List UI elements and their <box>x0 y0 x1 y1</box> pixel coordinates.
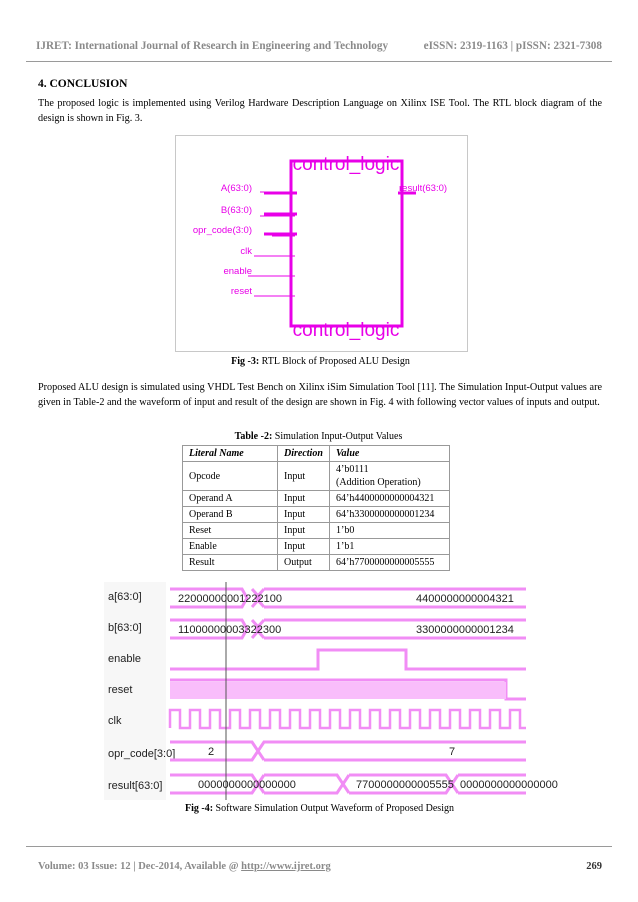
b-value-2: 3300000000001234 <box>416 624 514 636</box>
cell-name: Result <box>183 555 278 571</box>
fig4-caption-text: Software Simulation Output Waveform of Proposed Design <box>213 803 454 814</box>
port-opr-code: opr_code(3:0) <box>192 225 252 236</box>
block-title-top: control_logic <box>292 154 400 175</box>
col-direction: Direction <box>278 446 330 462</box>
running-header <box>36 40 602 52</box>
table-row <box>183 555 450 571</box>
opr-value-2: 7 <box>449 746 456 758</box>
page-number: 269 <box>586 861 602 872</box>
running-footer <box>38 861 602 872</box>
port-clk: clk <box>240 246 252 257</box>
block-title-bottom: control_logic <box>292 320 400 341</box>
sig-enable: enable <box>108 653 142 665</box>
col-literal-name: Literal Name <box>183 446 278 462</box>
simulation-table <box>182 445 450 571</box>
cell-direction: Input <box>278 539 330 555</box>
table-row <box>183 491 450 507</box>
table-row <box>183 539 450 555</box>
cell-value: 1’b0 <box>330 523 450 539</box>
footer-link[interactable]: http://www.ijret.org <box>241 861 331 872</box>
waveform-figure <box>104 582 558 800</box>
paragraph-1: The proposed logic is implemented using Verilog Hardware Description Language on Xilinx ISE Tool. The RTL block diagram of the design is shown in Fig. 3. <box>38 98 602 124</box>
port-b: B(63:0) <box>220 205 252 216</box>
table2-caption <box>182 431 455 442</box>
cell-value: 64’h3300000000001234 <box>330 507 450 523</box>
cell-name: Opcode <box>183 462 278 491</box>
cell-value: 64’h7700000000005555 <box>330 555 450 571</box>
cell-value-line2: (Addition Operation) <box>336 477 421 488</box>
cell-direction: Output <box>278 555 330 571</box>
sig-reset: reset <box>108 684 133 696</box>
a-value-1: 22000000001222100 <box>178 593 283 605</box>
col-value: Value <box>330 446 450 462</box>
table-row <box>183 507 450 523</box>
result-value-2: 7700000000005555 <box>356 779 454 791</box>
journal-name: IJRET: International Journal of Research in Engineering and Technology <box>36 40 389 52</box>
reset-high-fill <box>170 682 506 699</box>
table-row <box>183 462 450 491</box>
result-value-1: 0000000000000000 <box>198 779 296 791</box>
fig3-caption-text: RTL Block of Proposed ALU Design <box>259 356 410 367</box>
rtl-block-svg <box>176 136 467 351</box>
sig-a: a[63:0] <box>108 591 142 603</box>
sig-b: b[63:0] <box>108 622 142 634</box>
cell-name: Operand A <box>183 491 278 507</box>
cell-direction: Input <box>278 491 330 507</box>
cell-direction: Input <box>278 523 330 539</box>
sig-result: result[63:0] <box>108 780 163 792</box>
cell-name: Reset <box>183 523 278 539</box>
fig4-caption-label: Fig -4: <box>185 803 214 814</box>
fig4-caption <box>104 803 535 814</box>
paragraph-2: Proposed ALU design is simulated using VHDL Test Bench on Xilinx iSim Simulation Tool [11]. The Simulation Input-Output values are given in Table-2 and the waveform of input and result of the design are shown in Fig. 4 with following vector values of inputs and output. <box>38 382 602 408</box>
cell-value: 64’h4400000000004321 <box>330 491 450 507</box>
b-value-1: 11000000003322300 <box>178 624 282 636</box>
section-title: 4. CONCLUSION <box>38 78 128 90</box>
table-header-row <box>183 446 450 462</box>
cell-direction: Input <box>278 507 330 523</box>
port-result: result(63:0) <box>399 183 448 194</box>
port-a: A(63:0) <box>220 183 252 194</box>
cell-value <box>330 462 450 491</box>
port-enable: enable <box>223 266 252 277</box>
header-rule <box>26 61 612 62</box>
cell-name: Enable <box>183 539 278 555</box>
port-reset: reset <box>230 286 252 297</box>
table-row <box>183 523 450 539</box>
sig-opr-code: opr_code[3:0] <box>108 748 176 760</box>
cell-direction: Input <box>278 462 330 491</box>
footer-rule <box>26 846 612 847</box>
issn: eISSN: 2319-1163 | pISSN: 2321-7308 <box>423 40 602 52</box>
rtl-block-figure <box>175 135 468 352</box>
fig3-caption-label: Fig -3: <box>231 356 260 367</box>
footer-info <box>38 861 331 872</box>
cell-name: Operand B <box>183 507 278 523</box>
table2-caption-text: Simulation Input-Output Values <box>272 431 403 442</box>
sig-clk: clk <box>108 715 122 727</box>
cell-value-line1: 4’b0111 <box>336 464 369 475</box>
result-value-3: 0000000000000000 <box>460 779 558 791</box>
footer-prefix: Volume: 03 Issue: 12 | Dec-2014, Available @ <box>38 861 242 872</box>
a-value-2: 4400000000004321 <box>416 593 514 605</box>
fig3-caption <box>175 356 466 367</box>
table2-caption-label: Table -2: <box>234 431 273 442</box>
cell-value: 1’b1 <box>330 539 450 555</box>
waveform-svg <box>104 582 558 800</box>
opr-value-1: 2 <box>208 746 215 758</box>
